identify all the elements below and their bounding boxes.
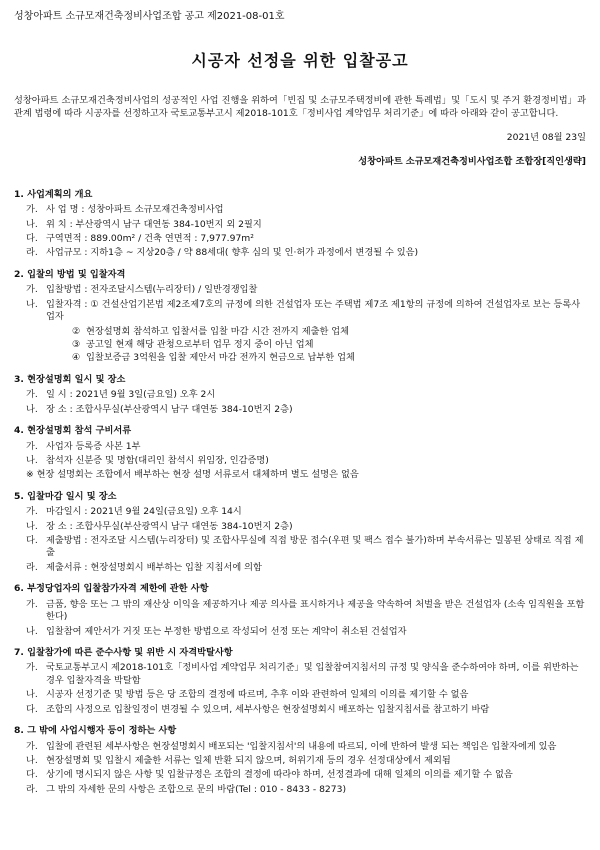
section-title: 6. 부정당업자의 입찰참가자격 제한에 관한 사항	[14, 583, 209, 595]
list-item	[14, 599, 586, 624]
item-marker: 나.	[26, 403, 38, 415]
section-bid-deadline	[14, 491, 586, 575]
notice-date: 2021년 08월 23일	[506, 131, 586, 143]
sub-marker: ④	[72, 352, 81, 364]
list-item	[14, 219, 586, 231]
item-marker: 나.	[26, 298, 38, 310]
qualification-sublist	[14, 326, 586, 365]
item-text: 상기에 명시되지 않은 사항 및 입찰규정은 조합의 결정에 따라야 하며, 선정결과에 대해 일체의 이의를 제기할 수 없음	[46, 769, 513, 781]
item-marker: 가.	[26, 506, 38, 518]
item-text: 참석자 신분증 및 명함(대리인 참석시 위임장, 인감증명)	[46, 454, 269, 466]
item-text: 구역면적 : 889.00m² / 건축 연면적 : 7,977.97m²	[46, 233, 254, 245]
item-marker: 나.	[26, 754, 38, 766]
section-title: 1. 사업계획의 개요	[14, 188, 93, 200]
sub-text: 입찰보증금 3억원을 입찰 제안서 마감 전까지 현금으로 납부한 업체	[86, 352, 355, 364]
item-text: 국토교통부고시 제2018-101호「정비사업 계약업무 처리기준」및 입찰참여지침서의 규정 및 양식을 준수하여야 하며, 이를 위반하는 경우 입찰자격을 박탈함	[46, 662, 579, 686]
section-note: ※ 현장 설명회는 조합에서 배부하는 현장 설명 서류로서 대체하며 별도 설명은 없음	[26, 469, 359, 481]
item-text: 그 밖의 자세한 문의 사항은 조합으로 문의 바람(Tel : 010 - 8433 - 8273)	[46, 783, 347, 795]
section-compliance	[14, 647, 586, 716]
list-item	[14, 521, 586, 533]
list-item	[14, 784, 586, 796]
list-item	[14, 689, 586, 701]
section-briefing-schedule	[14, 374, 586, 416]
item-marker: 나.	[26, 689, 38, 701]
section-title: 7. 입찰참가에 따른 준수사항 및 위반 시 자격박탈사항	[14, 647, 233, 659]
notice-number: 성창아파트 소규모재건축정비사업조합 공고 제2021-08-01호	[14, 11, 285, 22]
item-marker: 라.	[26, 247, 38, 259]
item-text: 일 시 : 2021년 9월 3일(금요일) 오후 2시	[46, 389, 216, 401]
item-marker: 가.	[26, 204, 38, 216]
item-text: 조합의 사정으로 입찰일정이 변경될 수 있으며, 세부사항은 현장설명회시 배포하는 입찰지침서를 참고하기 바람	[46, 703, 490, 715]
item-text: 사업규모 : 지하1층 ~ 지상20층 / 약 88세대( 향후 심의 및 인·허가 과정에서 변경될 수 있음)	[46, 247, 419, 259]
list-item	[14, 247, 586, 259]
list-item	[14, 704, 586, 716]
list-item	[14, 204, 586, 216]
item-text: 위 치 : 부산광역시 남구 대연동 384-10번지 외 2필지	[46, 218, 262, 230]
intro-paragraph: 성창아파트 소규모재건축정비사업의 성공적인 사업 진행을 위하여「빈집 및 소규모주택정비에 관한 특례법」및「도시 및 주거 환경정비법」과 관계 법령에 따라 시공자를 선정하고자 국토교통부고시 제2018-101호「정비사업 계약업무 처리기준」에 따라 아래와 같이 공고합니다.	[14, 95, 586, 119]
sub-marker: ②	[72, 325, 81, 337]
list-item	[14, 455, 586, 467]
item-marker: 다.	[26, 769, 38, 781]
item-marker: 다.	[26, 703, 38, 715]
item-marker: 나.	[26, 454, 38, 466]
item-marker: 가.	[26, 284, 38, 296]
sub-text: 현장설명회 참석하고 입찰서를 입찰 마감 시간 전까지 제출한 업체	[86, 325, 349, 337]
item-marker: 가.	[26, 598, 38, 610]
item-text: 시공자 선정기준 및 방법 등은 당 조합의 결정에 따르며, 추후 이와 관련하여 일체의 이의를 제기할 수 없음	[46, 689, 469, 701]
sub-item	[72, 326, 586, 338]
section-title: 4. 현장설명회 참석 구비서류	[14, 425, 132, 437]
item-text: 제출서류 : 현장설명회시 배부하는 입찰 지침서에 의함	[46, 561, 262, 573]
section-disqualification	[14, 583, 586, 638]
section-bidding-method	[14, 269, 586, 365]
item-marker: 나.	[26, 520, 38, 532]
list-item	[14, 284, 586, 296]
list-item	[14, 404, 586, 416]
list-item	[14, 662, 586, 687]
item-marker: 나.	[26, 625, 38, 637]
list-item	[14, 233, 586, 245]
issuer-signature: 성창아파트 소규모재건축정비사업조합 조합장[직인생략]	[358, 156, 586, 168]
item-text: 장 소 : 조합사무실(부산광역시 남구 대연동 384-10번지 2층)	[46, 403, 293, 415]
section-title: 8. 그 밖에 사업시행자 등이 정하는 사항	[14, 725, 177, 737]
item-text: 마감일시 : 2021년 9월 24일(금요일) 오후 14시	[46, 506, 242, 518]
item-text: 입찰참여 제안서가 거짓 또는 부정한 방법으로 작성되어 선정 또는 계약이 취소된 건설업자	[46, 625, 407, 637]
item-marker: 라.	[26, 783, 38, 795]
page-title: 시공자 선정을 위한 입찰공고	[191, 50, 409, 70]
section-other-matters	[14, 725, 586, 796]
item-text: 장 소 : 조합사무실(부산광역시 남구 대연동 384-10번지 2층)	[46, 520, 293, 532]
item-marker: 가.	[26, 389, 38, 401]
item-marker: 가.	[26, 440, 38, 452]
item-text: 사 업 명 : 성창아파트 소규모재건축정비사업	[46, 204, 224, 216]
sub-item	[72, 352, 586, 364]
item-text: 현장설명회 및 입찰시 제출한 서류는 일체 반환 되지 않으며, 허위기재 등의 경우 선정대상에서 제외됨	[46, 754, 451, 766]
section-project-overview	[14, 189, 586, 260]
item-text: 사업자 등록증 사본 1부	[46, 440, 141, 452]
item-marker: 가.	[26, 662, 38, 674]
section-title: 5. 입찰마감 일시 및 장소	[14, 490, 117, 502]
sub-text: 공고일 현재 해당 관청으로부터 업무 정지 중이 아닌 업체	[86, 339, 314, 350]
section-required-documents	[14, 425, 586, 482]
list-item	[14, 741, 586, 753]
list-item	[14, 441, 586, 453]
list-item	[14, 755, 586, 767]
list-item	[14, 506, 586, 518]
item-marker: 나.	[26, 218, 38, 230]
item-text: 제출방법 : 전자조달 시스템(누리장터) 및 조합사무실에 직접 방문 접수(우편 및 팩스 접수 불가)하며 부속서류는 밀봉된 상태로 직접 제출	[46, 535, 584, 559]
sub-item	[72, 339, 586, 351]
list-item	[14, 299, 586, 324]
item-marker: 라.	[26, 561, 38, 573]
item-marker: 다.	[26, 535, 38, 547]
item-text: 입찰에 관련된 세부사항은 현장설명회시 배포되는 '입찰지침서'의 내용에 따르되, 이에 반하여 발생 되는 책임은 입찰자에게 있음	[46, 740, 557, 752]
list-item	[14, 389, 586, 401]
list-item	[14, 626, 586, 638]
list-item	[14, 535, 586, 560]
list-item	[14, 769, 586, 781]
item-marker: 다.	[26, 233, 38, 245]
item-text: 입찰방법 : 전자조달시스템(누리장터) / 일반경쟁입찰	[46, 284, 258, 296]
item-text: 금품, 향응 또는 그 밖의 재산상 이익을 제공하거나 제공 의사를 표시하거나 제공을 약속하여 처벌을 받은 건설업자 (소속 임직원을 포함한다)	[46, 598, 585, 623]
section-title: 2. 입찰의 방법 및 입찰자격	[14, 268, 126, 280]
section-title: 3. 현장설명회 일시 및 장소	[14, 373, 126, 385]
item-marker: 가.	[26, 740, 38, 752]
sub-marker: ③	[72, 339, 81, 350]
list-item	[14, 562, 586, 574]
item-text: 입찰자격 : ① 건설산업기본법 제2조제7호의 규정에 의한 건설업자 또는 주택법 제7조 제1항의 규정에 의하여 건설업자로 보는 등록사업자	[46, 298, 581, 323]
